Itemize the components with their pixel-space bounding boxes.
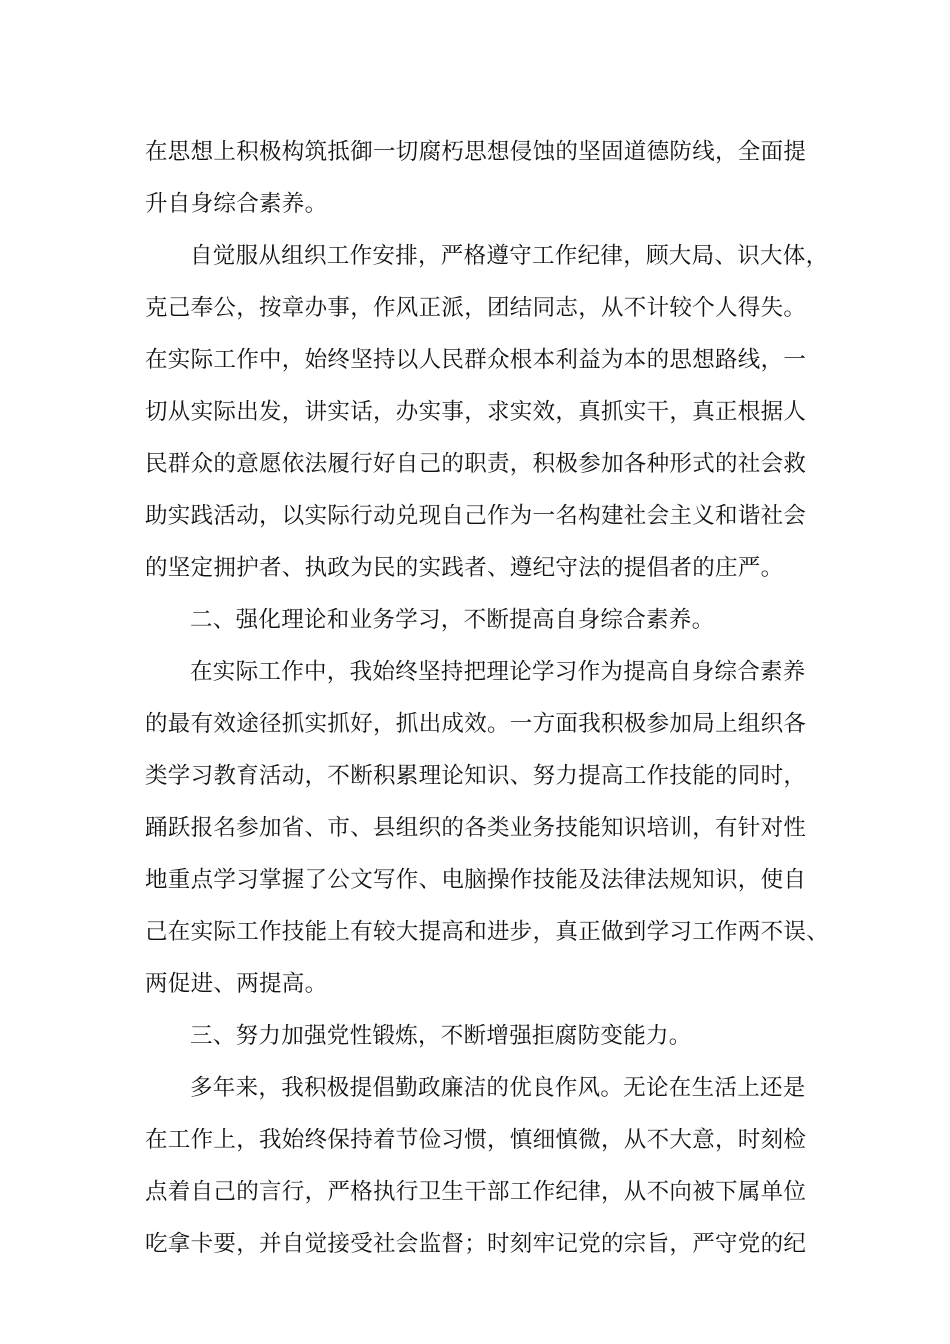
text-line: 的坚定拥护者、执政为民的实践者、遵纪守法的提倡者的庄严。 (145, 555, 784, 581)
text-line: 切从实际出发，讲实话，办实事，求实效，真抓实干，真正根据人 (145, 399, 807, 425)
text-line: 地重点学习掌握了公文写作、电脑操作技能及法律法规知识，使自 (145, 867, 807, 893)
text-line: 在实际工作中，始终坚持以人民群众根本利益为本的思想路线，一 (145, 347, 807, 373)
text-line: 升自身综合素养。 (145, 191, 328, 217)
paragraph-start-line: 在实际工作中，我始终坚持把理论学习作为提高自身综合素养 (190, 659, 806, 685)
text-line: 助实践活动，以实际行动兑现自己作为一名构建社会主义和谐社会 (145, 503, 807, 529)
text-line: 两促进、两提高。 (145, 971, 328, 997)
text-line: 点着自己的言行，严格执行卫生干部工作纪律，从不向被下属单位 (145, 1179, 807, 1205)
section-heading: 三、努力加强党性锻炼，不断增强拒腐防变能力。 (190, 1023, 692, 1049)
paragraph-start-line: 多年来，我积极提倡勤政廉洁的优良作风。无论在生活上还是 (190, 1075, 806, 1101)
text-line: 在思想上积极构筑抵御一切腐朽思想侵蚀的坚固道德防线，全面提 (145, 139, 807, 165)
text-line: 己在实际工作技能上有较大提高和进步，真正做到学习工作两不误、 (145, 919, 830, 945)
text-line: 踊跃报名参加省、市、县组织的各类业务技能知识培训，有针对性 (145, 815, 807, 841)
text-line: 民群众的意愿依法履行好自己的职责，积极参加各种形式的社会救 (145, 451, 807, 477)
text-line: 的最有效途径抓实抓好，抓出成效。一方面我积极参加局上组织各 (145, 711, 807, 737)
section-heading: 二、强化理论和业务学习，不断提高自身综合素养。 (190, 607, 715, 633)
text-line: 克己奉公，按章办事，作风正派，团结同志，从不计较个人得失。 (145, 295, 807, 321)
paragraph-start-line: 自觉服从组织工作安排，严格遵守工作纪律，顾大局、识大体， (190, 243, 829, 269)
text-line: 类学习教育活动，不断积累理论知识、努力提高工作技能的同时， (145, 763, 807, 789)
text-line: 吃拿卡要，并自觉接受社会监督；时刻牢记党的宗旨，严守党的纪 (145, 1231, 807, 1257)
text-line: 在工作上，我始终保持着节俭习惯，慎细慎微，从不大意，时刻检 (145, 1127, 807, 1153)
